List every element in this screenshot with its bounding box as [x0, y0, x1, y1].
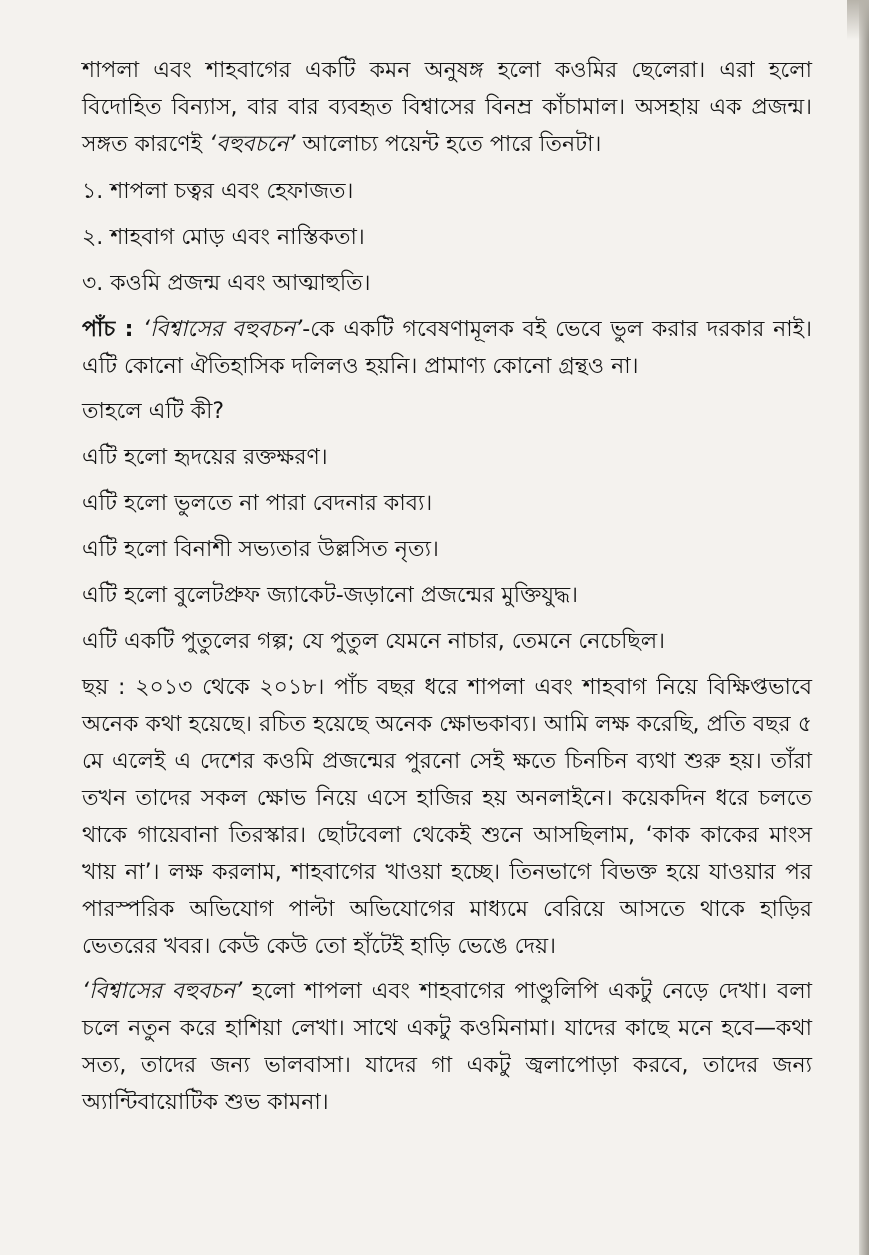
- list-item: ২. শাহবাগ মোড় এবং নাস্তিকতা।: [82, 225, 365, 250]
- intro-emphasis: ‘বহুবচনে’: [209, 132, 296, 157]
- paragraph-six: ছয় : ২০১৩ থেকে ২০১৮। পাঁচ বছর ধরে শাপলা এবং শাহবাগ নিয়ে বিক্ষিপ্তভাবে অনেক কথা হয়েছে। রচিত হয়েছে অনেক ক্ষোভকাব্য। আমি লক্ষ করেছি, প্রতি বছর ৫ মে এলেই এ দেশের কওমি প্রজন্মের পুরনো সেই ক্ষতে চিনচিন ব্যথা শুরু হয়। তাঁরা তখন তাদের সকল ক্ষোভ নিয়ে এসে হাজির হয় অনলাইনে। কয়েকদিন ধরে চলতে থাকে গায়েবানা তিরস্কার। ছোটবেলা থেকেই শুনে আসছিলাম, ‘কাক কাকের মাংস খায় না’। লক্ষ করলাম, শাহবাগের খাওয়া হচ্ছে। তিনভাগে বিভক্ত হয়ে যাওয়ার পর পারস্পরিক অভিযোগ পাল্টা অভিযোগের মাধ্যমে বেরিয়ে আসতে থাকে হাড়ির ভেতরের খবর। কেউ কেউ তো হাঁটেই হাড়ি ভেঙে দেয়।: [82, 675, 812, 959]
- closing-title-emphasis: ‘বিশ্বাসের বহুবচন’: [82, 979, 243, 1004]
- closing-text: হলো শাপলা এবং শাহবাগের পাণ্ডুলিপি একটু নেড়ে দেখা। বলা চলে নতুন করে হাশিয়া লেখা। সাথে একটু কওমিনামা। যাদের কাছে মনে হবে—কথা সত্য, তাদের জন্য ভালবাসা। যাদের গা একটু জ্বলাপোড়া করবে, তাদের জন্য অ্যান্টিবায়োটিক শুভ কামনা।: [82, 979, 812, 1115]
- page-body: [82, 52, 812, 1129]
- answer-line: এটি হলো ভুলতে না পারা বেদনার কাব্য।: [82, 491, 433, 516]
- list-item: ১. শাপলা চত্বর এবং হেফাজত।: [82, 179, 354, 204]
- list-item: ৩. কওমি প্রজন্ম এবং আত্মাহুতি।: [82, 271, 371, 296]
- question-line: তাহলে এটি কী?: [82, 399, 225, 424]
- book-title-emphasis: ‘বিশ্বাসের বহুবচন’: [142, 317, 303, 342]
- answer-line: এটি হলো বুলেটপ্রুফ জ্যাকেট-জড়ানো প্রজন্মের মুক্তিযুদ্ধ।: [82, 583, 579, 608]
- section-five-label: পাঁচ :: [82, 317, 143, 342]
- answer-line: এটি একটি পুতুলের গল্প; যে পুতুল যেমনে নাচার, তেমনে নেচেছিল।: [82, 629, 666, 654]
- intro-text-end: আলোচ্য পয়েন্ট হতে পারে তিনটা।: [295, 132, 602, 157]
- answer-line: এটি হলো হৃদয়ের রক্তক্ষরণ।: [82, 445, 328, 470]
- paragraph-five: [82, 311, 812, 385]
- intro-text: শাপলা এবং শাহবাগের একটি কমন অনুষঙ্গ হলো কওমির ছেলেরা। এরা হলো বিদোহিত বিন্যাস, বার বার ব্যবহৃত বিশ্বাসের বিনম্র কাঁচামাল। অসহায় এক প্রজন্ম। সঙ্গত কারণেই: [82, 58, 812, 157]
- paragraph-intro: [82, 52, 812, 163]
- paragraph-five-text: -কে একটি গবেষণামূলক বই ভেবে ভুল করার দরকার নাই। এটি কোনো ঐতিহাসিক দলিলও হয়নি। প্রামাণ্য কোনো গ্রন্থও না।: [82, 317, 812, 379]
- page-edge-shadow: [859, 0, 869, 1255]
- page-corner-shadow: [847, 0, 869, 40]
- paragraph-closing: [82, 973, 812, 1121]
- answer-line: এটি হলো বিনাশী সভ্যতার উল্লসিত নৃত্য।: [82, 537, 439, 562]
